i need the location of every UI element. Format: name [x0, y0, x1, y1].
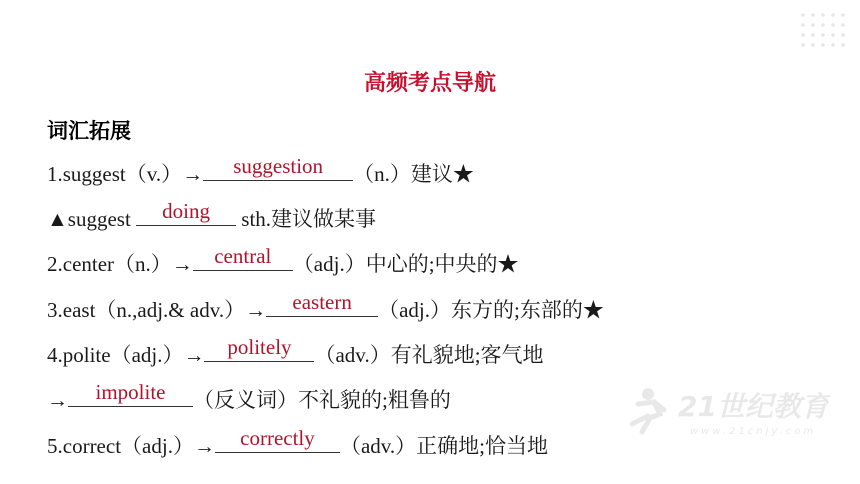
section-heading: 词汇拓展 [47, 119, 131, 143]
answer-text: central [214, 244, 272, 268]
answer-text: correctly [240, 426, 315, 450]
list-item [47, 426, 548, 460]
watermark-text: 21世纪教育 [678, 390, 829, 423]
answer-blank [136, 199, 236, 226]
item-suffix: （n.）建议★ [353, 162, 474, 186]
item-prefix: 3.east（n.,adj.& adv.）→ [47, 298, 267, 322]
item-suffix: sth.建议做某事 [236, 207, 377, 231]
item-suffix: （adj.）东方的;东部的★ [378, 298, 604, 322]
list-item [47, 199, 377, 233]
answer-blank [266, 290, 378, 317]
answer-blank [203, 154, 353, 181]
watermark-logo [620, 380, 830, 440]
item-prefix: 4.polite（adj.）→ [47, 343, 205, 367]
runner-head-icon [642, 388, 654, 400]
item-prefix: 1.suggest（v.）→ [47, 162, 204, 186]
list-item [47, 335, 544, 369]
list-item [47, 154, 474, 188]
list-item [47, 244, 519, 278]
answer-text: suggestion [233, 154, 324, 178]
answer-blank [193, 244, 293, 271]
runner-icon [632, 402, 664, 432]
answer-blank [215, 426, 340, 453]
item-suffix: （adv.）正确地;恰当地 [339, 434, 548, 458]
page-title: 高频考点导航 [363, 71, 496, 96]
answer-text: impolite [95, 380, 166, 404]
item-suffix: （反义词）不礼貌的;粗鲁的 [193, 388, 451, 412]
answer-text: eastern [292, 290, 352, 314]
item-prefix: 2.center（n.）→ [47, 252, 193, 276]
item-prefix: → [47, 388, 68, 412]
item-prefix: ▲suggest [47, 207, 137, 231]
answer-text: doing [162, 199, 210, 223]
list-item [47, 290, 604, 324]
answer-blank [204, 335, 314, 362]
decorative-dot-grid [798, 10, 850, 52]
item-suffix: （adv.）有礼貌地;客气地 [314, 343, 544, 367]
item-suffix: （adj.）中心的;中央的★ [292, 252, 519, 276]
list-item [47, 380, 451, 414]
answer-blank [68, 380, 193, 407]
watermark-url: www.21cnjy.com [690, 426, 817, 437]
answer-text: politely [227, 335, 292, 359]
item-prefix: 5.correct（adj.）→ [47, 434, 215, 458]
